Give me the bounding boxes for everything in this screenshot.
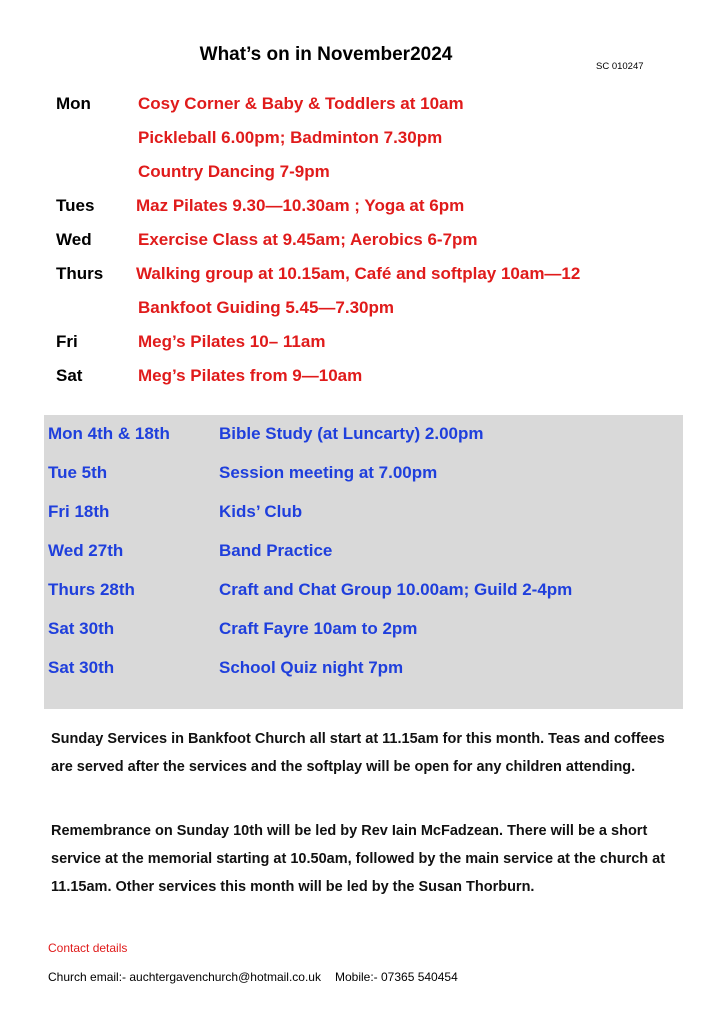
- event-description: Kids’ Club: [219, 502, 303, 521]
- weekly-activity: Bankfoot Guiding 5.45—7.30pm: [138, 298, 394, 317]
- event-row: [48, 421, 678, 447]
- weekly-row: [56, 262, 696, 296]
- event-date: Sat 30th: [48, 619, 115, 638]
- page-title: What’s on in November2024: [199, 44, 453, 65]
- weekly-activity: Meg’s Pilates from 9—10am: [138, 366, 363, 385]
- event-description: School Quiz night 7pm: [219, 658, 404, 677]
- event-date: Fri 18th: [48, 502, 110, 521]
- event-date: Thurs 28th: [48, 580, 135, 599]
- weekly-activity: Maz Pilates 9.30—10.30am ; Yoga at 6pm: [136, 196, 465, 215]
- weekly-row: [56, 194, 696, 228]
- contact-heading: Contact details: [48, 941, 128, 955]
- weekly-row: [56, 228, 696, 262]
- event-row: [48, 577, 678, 603]
- weekly-day: Wed: [56, 230, 92, 249]
- weekly-activity: Country Dancing 7-9pm: [138, 162, 330, 181]
- event-row: [48, 655, 678, 681]
- weekly-schedule: [56, 92, 696, 398]
- weekly-row: [56, 160, 696, 194]
- weekly-day: Mon: [56, 94, 91, 113]
- remembrance-note: Remembrance on Sunday 10th will be led by Rev Iain McFadzean. There will be a short service at the memorial starting at 10.50am, followed by the main service at the church at 11.15am. Other services this month will be led by the Susan Thorburn.: [51, 823, 666, 895]
- weekly-activity: Exercise Class at 9.45am; Aerobics 6-7pm: [138, 230, 478, 249]
- weekly-day: Sat: [56, 366, 83, 385]
- weekly-activity: Walking group at 10.15am, Café and softplay 10am—12: [136, 264, 581, 283]
- event-description: Session meeting at 7.00pm: [219, 463, 438, 482]
- weekly-day: Tues: [56, 196, 95, 215]
- contact-line: [48, 970, 458, 984]
- event-description: Craft Fayre 10am to 2pm: [219, 619, 418, 638]
- weekly-activity: Pickleball 6.00pm; Badminton 7.30pm: [138, 128, 443, 147]
- church-email: Church email:- auchtergavenchurch@hotmail.co.uk: [48, 970, 321, 984]
- charity-reference: SC 010247: [596, 61, 644, 72]
- events-panel: [44, 415, 683, 709]
- weekly-activity: Cosy Corner & Baby & Toddlers at 10am: [138, 94, 464, 113]
- weekly-activity: Meg’s Pilates 10– 11am: [138, 332, 326, 351]
- event-row: [48, 460, 678, 486]
- event-date: Tue 5th: [48, 463, 108, 482]
- weekly-row: [56, 364, 696, 398]
- event-description: Bible Study (at Luncarty) 2.00pm: [219, 424, 484, 443]
- weekly-day: Thurs: [56, 264, 104, 283]
- church-mobile: Mobile:- 07365 540454: [334, 970, 458, 984]
- event-description: Band Practice: [219, 541, 333, 560]
- weekly-row: [56, 92, 696, 126]
- event-date: Sat 30th: [48, 658, 115, 677]
- event-date: Mon 4th & 18th: [48, 424, 170, 443]
- event-description: Craft and Chat Group 10.00am; Guild 2-4pm: [219, 580, 573, 599]
- event-row: [48, 499, 678, 525]
- event-row: [48, 616, 678, 642]
- sunday-services-note: Sunday Services in Bankfoot Church all start at 11.15am for this month. Teas and coffees are served after the services and the softplay will be open for any children attending.: [51, 731, 665, 775]
- weekly-row: [56, 126, 696, 160]
- weekly-row: [56, 296, 696, 330]
- event-date: Wed 27th: [48, 541, 124, 560]
- event-row: [48, 538, 678, 564]
- weekly-day: Fri: [56, 332, 78, 351]
- weekly-row: [56, 330, 696, 364]
